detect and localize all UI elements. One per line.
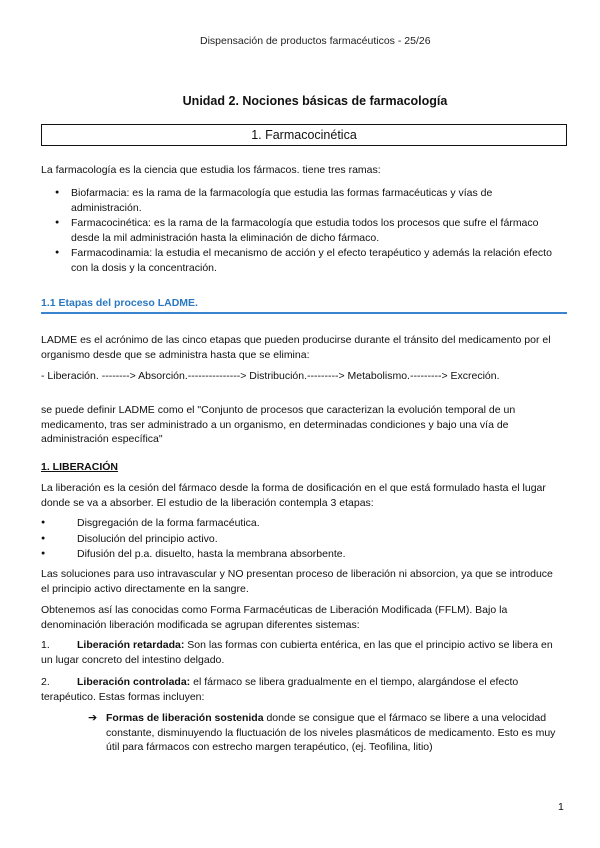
list-item: ● Biofarmacia: es la rama de la farmacología que estudia las formas farmacéuticas y vías de administración. (55, 186, 565, 215)
system-item-1 (41, 638, 561, 667)
list-item: ● Disgregación de la forma farmacéutica. (41, 516, 561, 531)
sub-item-title: Formas de liberación sostenida (106, 712, 264, 724)
section-heading-ladme: 1.1 Etapas del proceso LADME. (41, 297, 198, 309)
page-number: 1 (558, 801, 564, 813)
page-header: Dispensación de productos farmacéuticos - 25/26 (200, 35, 431, 47)
section-divider (41, 312, 567, 314)
sub-item-text: donde se consigue que el fármaco se libere a una velocidad constante, disminuyendo la fluctuación de los niveles plasmáticos de medicamento. Esto es muy útil para fármacos con estrecho margen terapéutico, (ej. Teofilina, litio) (106, 712, 556, 753)
system-item-2 (41, 675, 561, 704)
item-text: Son las formas con cubierta entérica, en las que el principio activo se libera en un lugar concreto del intestino delgado. (41, 639, 553, 666)
branches-list (55, 186, 565, 276)
item-text: el fármaco se libera gradualmente en el tiempo, alargándose el efecto terapéutico. Estas formas incluyen: (41, 676, 519, 703)
unit-title: Unidad 2. Nociones básicas de farmacología (182, 94, 448, 108)
item-number: 1. (41, 639, 50, 651)
ladme-definition: LADME es el acrónimo de las cinco etapas que pueden producirse durante el tránsito del medicamento por el organismo desde que se administra hasta que se elimina: (41, 334, 551, 361)
item-title: Liberación retardada: (77, 639, 185, 651)
list-item: ● Farmacodinamia: la estudia el mecanismo de acción y el efecto terapéutico y además la relación efecto con la dosis y la concentración. (55, 246, 565, 275)
boxed-section-title: 1. Farmacocinética (41, 124, 567, 146)
item-title: Liberación controlada: (77, 676, 191, 688)
list-item: ● Disolución del principio activo. (41, 532, 561, 547)
sub-item-sustained-release (88, 711, 558, 755)
solutions-paragraph: Las soluciones para uso intravascular y NO presentan proceso de liberación ni absorcion, ya que se introduce el principio activo directamente en la sangre. (41, 568, 553, 595)
fflm-paragraph: Obtenemos así las conocidas como Forma Farmacéuticas de Liberación Modificada (FFLM). Bajo la denominación liberación modificada se agrupan diferentes sistemas: (41, 604, 508, 631)
list-item: ● Farmacocinética: es la rama de la farmacología que estudia todos los procesos que sufre el fármaco desde la mil administración hasta la eliminación de dicho fármaco. (55, 216, 565, 245)
ladme-quote: se puede definir LADME como el "Conjunto de procesos que caracterizan la evolución temporal de un medicamento, tras ser administrado a un organismo, en determinadas condiciones y bajo una vía de administración específica" (41, 404, 516, 445)
intro-paragraph: La farmacología es la ciencia que estudia los fármacos. tiene tres ramas: (41, 164, 381, 176)
stages-list (41, 516, 561, 563)
liberacion-heading: 1. LIBERACIÓN (41, 461, 119, 473)
ladme-chain: - Liberación. --------> Absorción.---------------> Distribución.---------> Metabolismo.---------> Excreción. (41, 370, 500, 382)
list-item: ● Difusión del p.a. disuelto, hasta la membrana absorbente. (41, 547, 561, 562)
arrow-icon: ➔ (88, 712, 98, 724)
item-number: 2. (41, 676, 50, 688)
liberacion-paragraph: La liberación es la cesión del fármaco desde la forma de dosificación en el que está formulado hasta el lugar donde se va a absorber. El estudio de la liberación contempla 3 etapas: (41, 482, 546, 509)
